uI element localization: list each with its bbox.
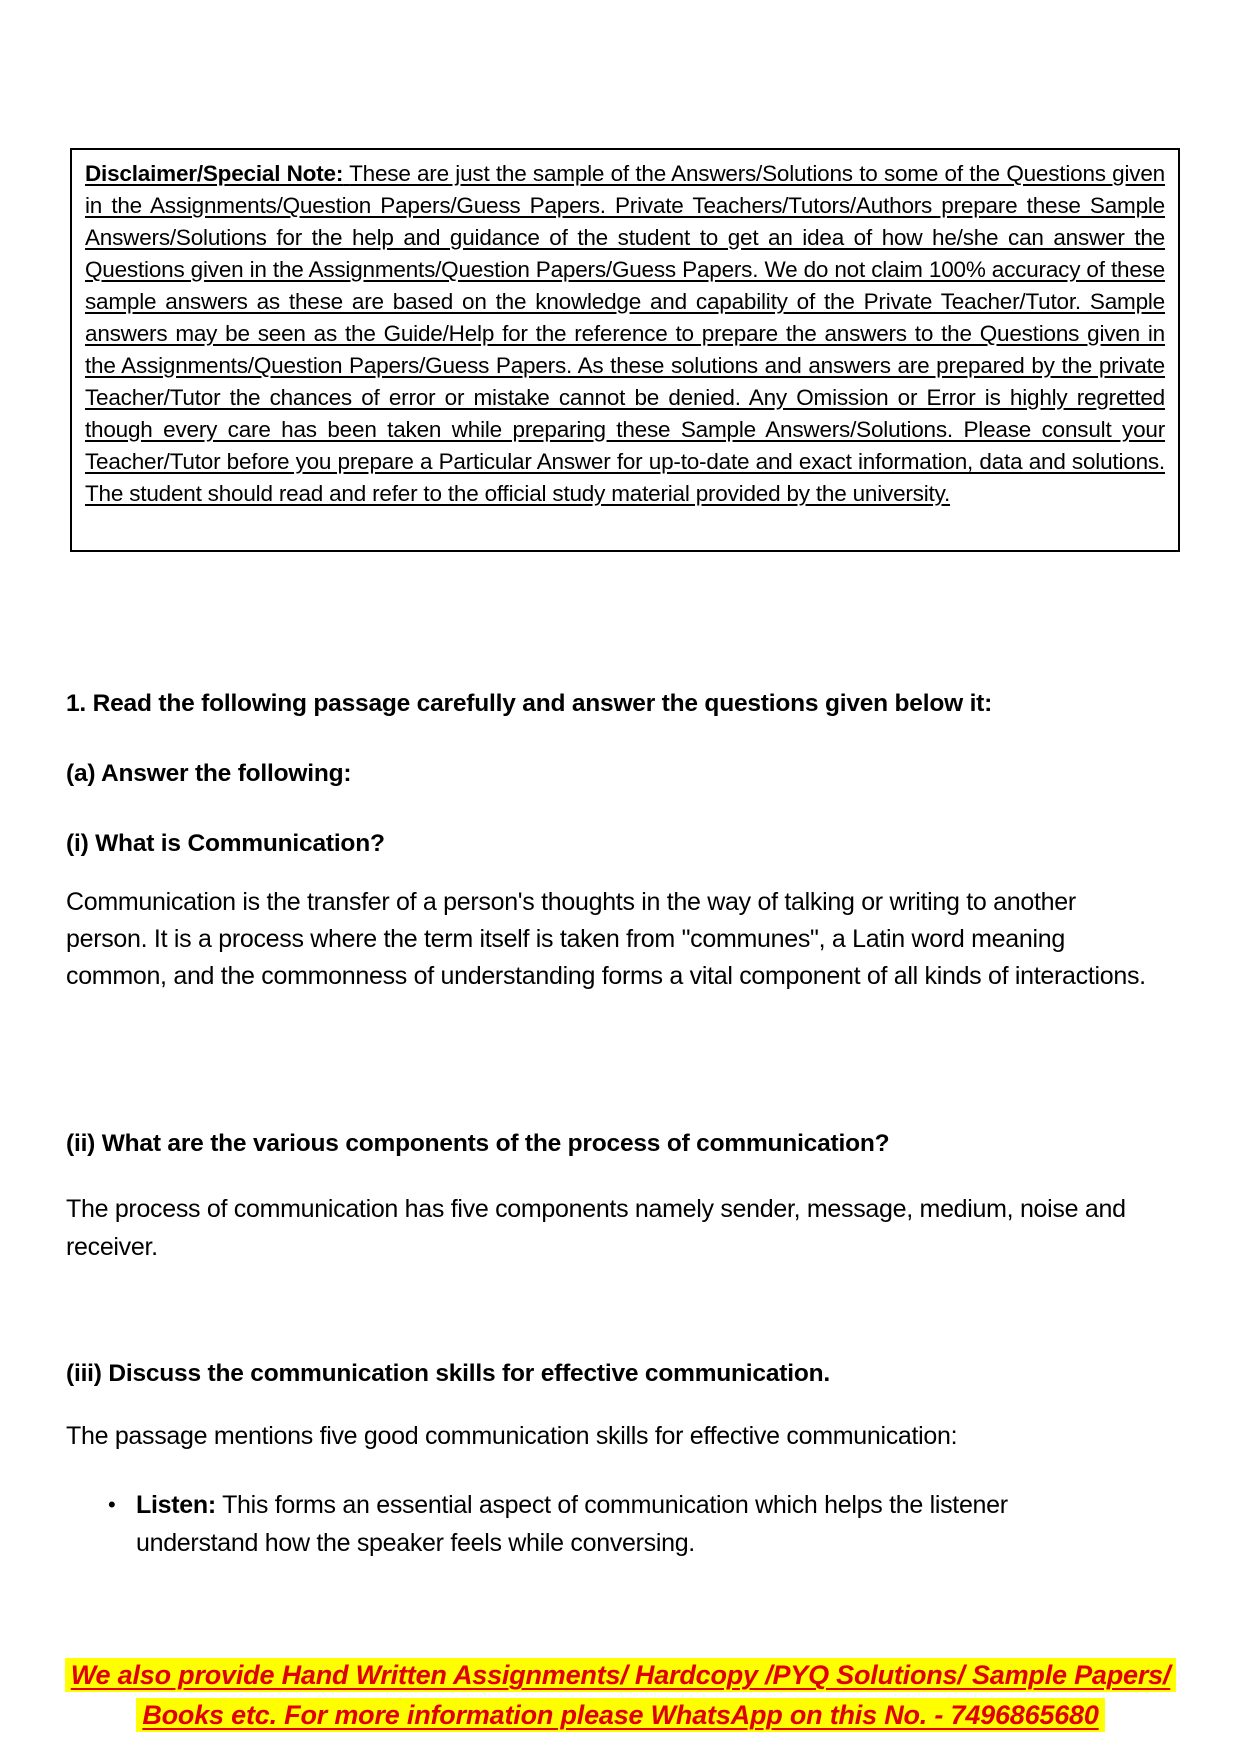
disclaimer-box (70, 148, 1180, 552)
disclaimer-text: These are just the sample of the Answers/Solutions to some of the Questions given in the Assignments/Question Papers/Guess Papers. Private Teachers/Tutors/Authors prepare these Sample Answers/Solutions for the help and guidance of the student to get an idea of how he/she can answer the Questions given in the Assignments/Question Papers/Guess Papers. We do not claim 100% accuracy of these sample answers as these are based on the knowledge and capability of the Private Teacher/Tutor. Sample answers may be seen as the Guide/Help for the reference to prepare the answers to the Questions given in the Assignments/Question Papers/Guess Papers. As these solutions and answers are prepared by the private Teacher/Tutor the chances of error or mistake cannot be denied. Any Omission or Error is highly regretted though every care has been taken while preparing these Sample Answers/Solutions. Please consult your Teacher/Tutor before you prepare a Particular Answer for up-to-date and exact information, data and solutions. The student should read and refer to the official study material provided by the university. (85, 161, 1165, 506)
bullet-description: This forms an essential aspect of communication which helps the listener understand how the speaker feels while conversing. (136, 1491, 1008, 1557)
answer-iii-intro: The passage mentions five good communication skills for effective communication: (66, 1422, 958, 1450)
question-1-heading: 1. Read the following passage carefully and answer the questions given below it: (66, 690, 993, 717)
bullet-term: Listen: (136, 1491, 216, 1519)
promo-line-2: Books etc. For more information please WhatsApp on this No. - 7496865680 (136, 1698, 1104, 1732)
promo-line-1-wrap (0, 1655, 1241, 1695)
answer-i-text: Communication is the transfer of a person's thoughts in the way of talking or writing to another person. It is a process where the term itself is taken from "communes", a Latin word meaning common, and the commonness of understanding forms a vital component of all kinds of interactions. (66, 888, 1146, 990)
answer-ii-text: The process of communication has five components namely sender, message, medium, noise and receiver. (66, 1195, 1126, 1261)
question-iii-heading: (iii) Discuss the communication skills for effective communication. (66, 1360, 830, 1387)
promo-line-2-wrap (0, 1695, 1241, 1735)
part-a-heading: (a) Answer the following: (66, 760, 352, 787)
bullet-body (136, 1486, 1086, 1562)
disclaimer-paragraph (85, 158, 1165, 510)
bullet-item-listen (100, 1486, 1090, 1562)
bullet-marker-icon: • (108, 1492, 116, 1517)
question-ii-heading: (ii) What are the various components of the process of communication? (66, 1130, 890, 1157)
promo-footer (0, 1655, 1241, 1735)
disclaimer-label: Disclaimer/Special Note: (85, 161, 344, 186)
question-i-heading: (i) What is Communication? (66, 830, 385, 857)
promo-line-1: We also provide Hand Written Assignments/ Hardcopy /PYQ Solutions/ Sample Papers/ (65, 1658, 1177, 1692)
